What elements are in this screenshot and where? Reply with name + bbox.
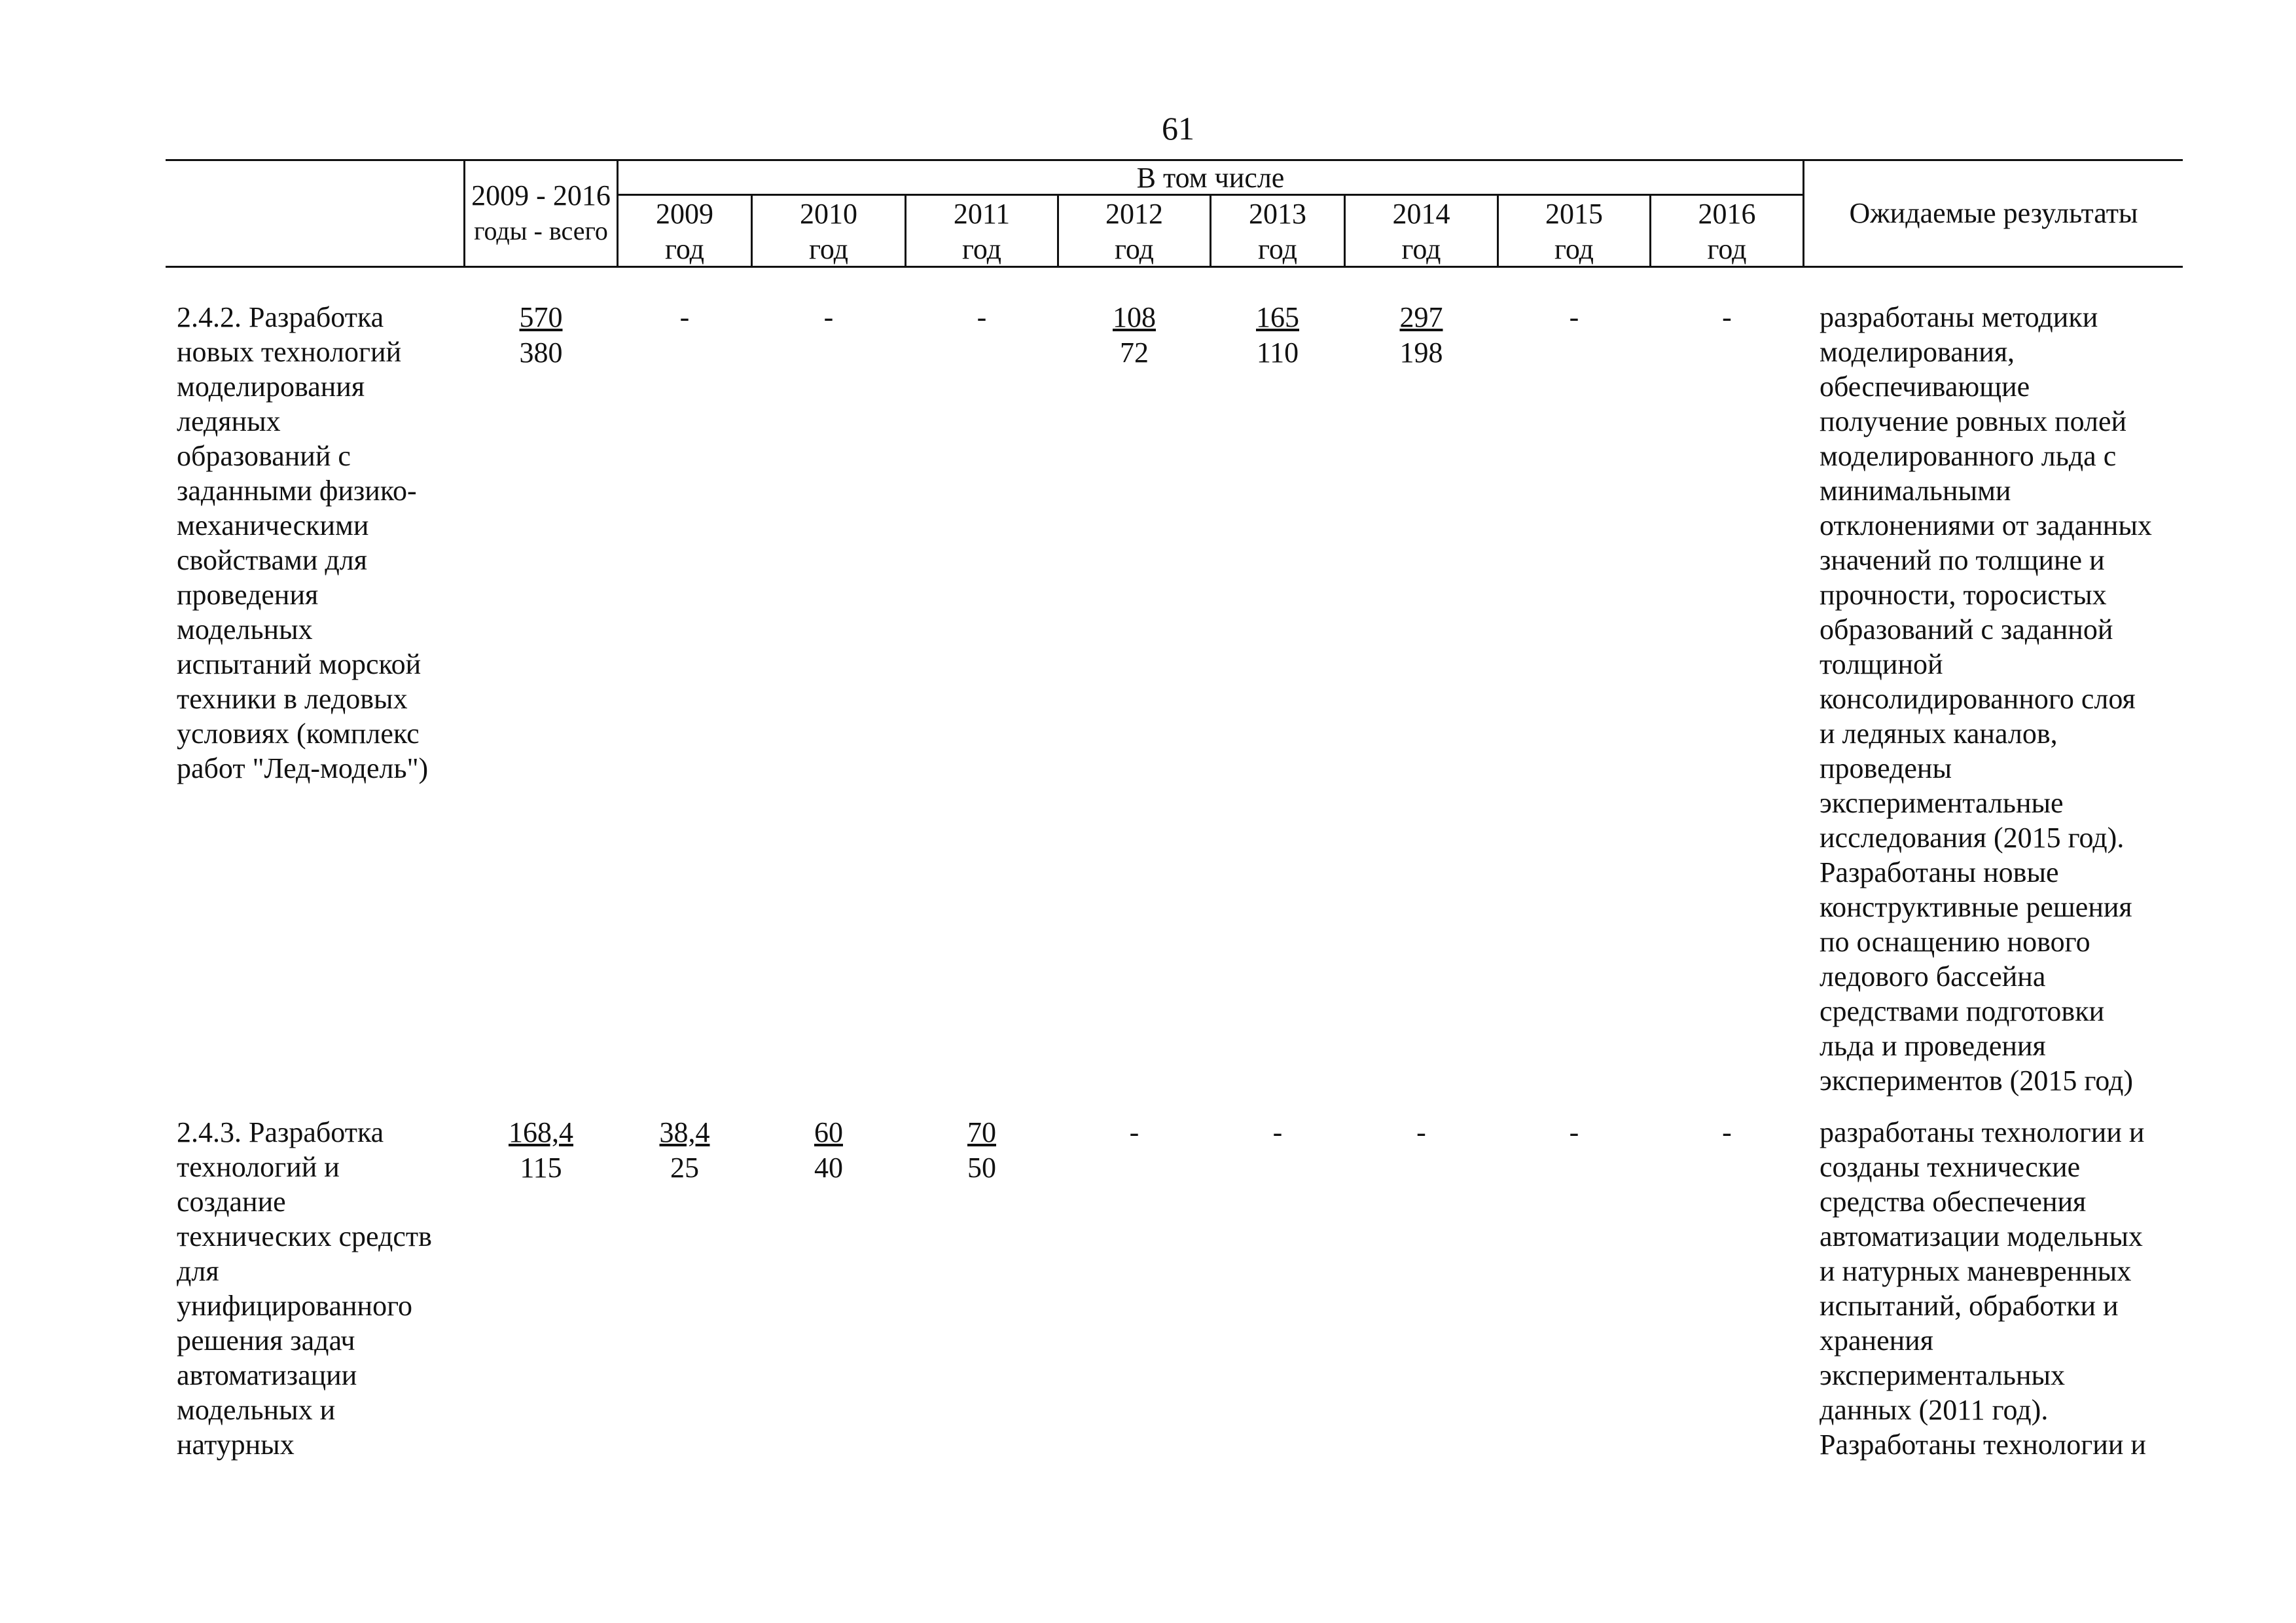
row-2-4-2-total [465,300,617,371]
planned-value: 165 [1256,301,1299,333]
planned-value: 570 [519,301,563,333]
federal-value: 380 [519,337,563,369]
planned-value: 108 [1113,301,1156,333]
row-2-4-2-2014 [1346,300,1497,371]
year-suffix: год [808,233,849,265]
federal-value: 72 [1120,337,1149,369]
expected-results-header: Ожидаемые результаты [1849,197,2138,229]
row-title-2-4-3: 2.4.3. Разработка технологий и создание технических средств для унифицированного решения задач автоматизации модельных и натурных [177,1116,432,1461]
row-2-4-2-2015: - [1569,301,1579,333]
page-number: 61 [1162,110,1194,147]
row-2-4-3-2015: - [1569,1116,1579,1148]
row-2-4-3-2014: - [1416,1116,1426,1148]
year-header-2009 [619,196,751,267]
year-label: 2015 [1545,198,1603,230]
period-total-line2: годы - всего [474,216,608,246]
row-result-2-4-3: разработаны технологии и созданы технические средства обеспечения автоматизации модельных и натурных маневренных испытаний, обработки и хранения экспериментальных данных (2011 год). Разработаны технологии и [1820,1116,2146,1461]
year-label: 2014 [1392,198,1450,230]
year-label: 2013 [1249,198,1306,230]
period-total-line1: 2009 - 2016 [471,179,611,211]
year-header-2015 [1499,196,1649,267]
year-header-2016 [1651,196,1803,267]
year-header-2014 [1346,196,1497,267]
federal-value: 198 [1399,337,1443,369]
row-2-4-2-2009: - [679,301,690,333]
row-result-2-4-2: разработаны методики моделирования, обеспечивающие получение ровных полей моделированного льда с минимальными отклонениями от заданных значений по толщине и прочности, торосистых образований с заданной толщиной консолидированного слоя и ледяных каналов, проведены экспериментальные исследования (2015 год). Разработаны новые конструктивные решения по оснащению нового ледового бассейна средствами подготовки льда и проведения экспериментов (2015 год) [1820,301,2152,1097]
planned-value: 60 [814,1116,843,1148]
including-header: В том числе [1136,162,1285,194]
row-2-4-2-2011: - [977,301,987,333]
row-2-4-2-2013 [1211,300,1344,371]
federal-value: 50 [967,1152,996,1184]
planned-value: 38,4 [659,1116,710,1148]
federal-value: 110 [1256,337,1299,369]
planned-value: 168,4 [509,1116,573,1148]
row-2-4-2-2012 [1059,300,1210,371]
row-2-4-2-2010: - [823,301,834,333]
row-title-2-4-2: 2.4.2. Разработка новых технологий моделирования ледяных образований с заданными физико- механическими свойствами для проведения модельных испытаний морской техники в ледовых условиях (комплекс работ "Лед-модель") [177,301,429,784]
year-header-2013 [1211,196,1344,267]
year-header-2010 [753,196,905,267]
year-label: 2010 [800,198,857,230]
period-total-header [465,178,617,249]
year-suffix: год [1257,233,1298,265]
row-2-4-3-2009 [619,1115,751,1186]
year-suffix: год [1114,233,1155,265]
row-2-4-3-total [465,1115,617,1186]
year-header-2011 [906,196,1057,267]
row-2-4-3-2011 [906,1115,1057,1186]
planned-value: 70 [967,1116,996,1148]
year-label: 2009 [656,198,713,230]
planned-value: 297 [1399,301,1443,333]
federal-value: 115 [520,1152,562,1184]
row-2-4-2-2016: - [1722,301,1732,333]
year-suffix: год [664,233,705,265]
year-label: 2011 [953,198,1011,230]
row-2-4-3-2010 [753,1115,905,1186]
year-suffix: год [1401,233,1441,265]
year-suffix: год [1554,233,1594,265]
federal-value: 25 [670,1152,699,1184]
row-2-4-3-2016: - [1722,1116,1732,1148]
year-header-2012 [1059,196,1210,267]
row-2-4-3-2012: - [1129,1116,1139,1148]
year-suffix: год [1707,233,1747,265]
row-2-4-3-2013: - [1272,1116,1283,1148]
federal-value: 40 [814,1152,843,1184]
year-label: 2012 [1105,198,1163,230]
year-suffix: год [961,233,1002,265]
year-label: 2016 [1698,198,1756,230]
